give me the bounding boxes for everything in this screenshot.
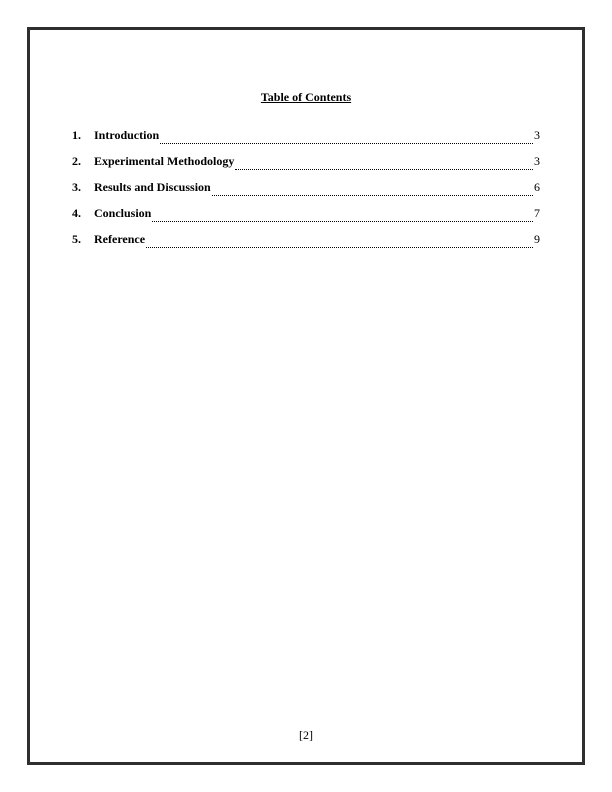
- toc-dot-leader: [235, 168, 533, 170]
- toc-dot-leader: [212, 194, 533, 196]
- toc-entry-number: 3.: [72, 180, 81, 194]
- toc-entry-number: 5.: [72, 232, 81, 246]
- toc-entry-page: 7: [534, 206, 540, 220]
- toc-title: Table of Contents: [260, 90, 352, 104]
- toc-entry-number: 4.: [72, 206, 81, 220]
- toc-entry-experimental-methodology[interactable]: [72, 153, 540, 179]
- toc-dot-leader: [152, 220, 533, 222]
- toc-entry-page: 3: [534, 154, 540, 168]
- toc-entry-label: Reference: [94, 232, 146, 246]
- toc-list: [72, 127, 540, 257]
- toc-dot-leader: [160, 142, 533, 144]
- toc-entry-reference[interactable]: [72, 231, 540, 257]
- toc-entry-label: Experimental Methodology: [94, 154, 235, 168]
- toc-entry-label: Results and Discussion: [94, 180, 211, 194]
- toc-entry-results-and-discussion[interactable]: [72, 179, 540, 205]
- toc-entry-page: 6: [534, 180, 540, 194]
- toc-dot-leader: [146, 246, 533, 248]
- toc-entry-conclusion[interactable]: [72, 205, 540, 231]
- toc-entry-introduction[interactable]: [72, 127, 540, 153]
- toc-entry-number: 2.: [72, 154, 81, 168]
- toc-entry-page: 9: [534, 232, 540, 246]
- toc-entry-number: 1.: [72, 128, 81, 142]
- page-number: [2]: [299, 728, 313, 742]
- toc-entry-page: 3: [534, 128, 540, 142]
- toc-entry-label: Conclusion: [94, 206, 152, 220]
- toc-entry-label: Introduction: [94, 128, 160, 142]
